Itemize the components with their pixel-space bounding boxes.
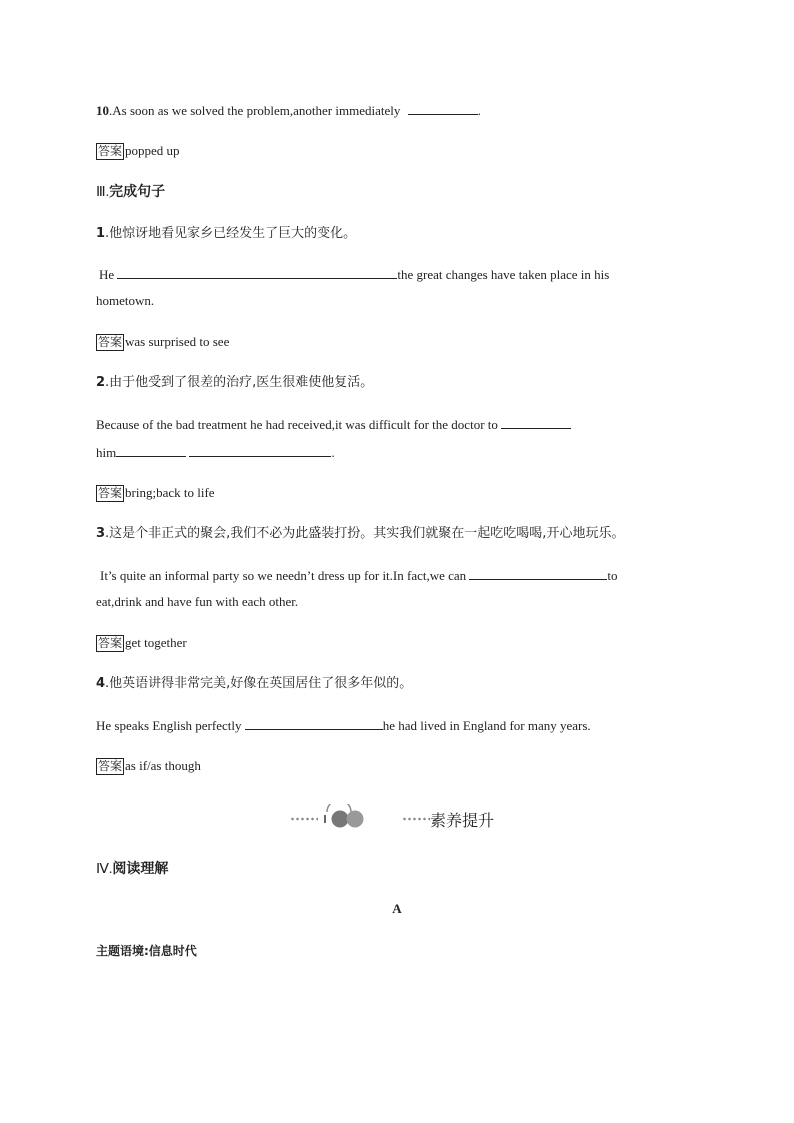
item-number: 2 [96, 375, 106, 390]
item-number: 3 [96, 526, 106, 541]
answer-text: popped up [125, 143, 180, 158]
item-english-start: him [96, 445, 117, 460]
item-3-english-line2: eat,drink and have fun with each other. [96, 594, 299, 609]
item-1-english-line2: hometown. [96, 293, 155, 308]
answer-q10 [96, 142, 180, 160]
section-3-heading [96, 183, 165, 202]
question-end: . [477, 103, 481, 118]
answer-item-1 [96, 333, 229, 351]
item-3-english [100, 566, 618, 585]
answer-text: was surprised to see [125, 334, 230, 349]
passage-theme: 主题语境:信息时代 [96, 944, 197, 958]
answer-blank [408, 101, 478, 115]
answer-tag: 答案 [98, 335, 123, 349]
section-roman: Ⅳ. [96, 862, 113, 877]
answer-blank [469, 566, 607, 580]
dots-right-decoration [402, 817, 430, 821]
item-chinese-text: .这是个非正式的聚会,我们不必为此盛装打扮。其实我们就聚在一起吃吃喝喝,开心地玩乐。 [105, 526, 625, 541]
item-4-english [96, 716, 591, 735]
item-1-english [99, 265, 609, 284]
item-2-english [96, 415, 571, 434]
answer-text: as if/as though [125, 758, 201, 773]
answer-blank [117, 265, 397, 279]
item-english-start: He [99, 267, 115, 282]
item-number: 1 [96, 226, 106, 241]
passage-letter: A [392, 901, 402, 916]
question-10 [96, 101, 481, 120]
item-english-line1-end: to [607, 568, 618, 583]
item-chinese-text: .由于他受到了很差的治疗,医生很难使他复活。 [105, 375, 374, 390]
answer-blank [189, 443, 331, 457]
section-roman: Ⅲ. [96, 185, 110, 200]
item-english-rest: the great changes have taken place in his [397, 267, 610, 282]
divider-label: 素养提升 [430, 811, 495, 830]
circles-icon [321, 804, 369, 834]
answer-blank [116, 443, 186, 457]
answer-text: bring;back to life [125, 485, 215, 500]
answer-blank [501, 415, 571, 429]
question-text: .As soon as we solved the problem,another immediately [109, 103, 401, 118]
answer-item-4 [96, 757, 201, 775]
answer-tag: 答案 [98, 486, 123, 500]
item-english-line1: Because of the bad treatment he had received,it was difficult for the doctor to [96, 417, 498, 432]
section-divider [0, 804, 794, 834]
answer-item-2 [96, 484, 215, 502]
item-chinese-text: .他英语讲得非常完美,好像在英国居住了很多年似的。 [105, 676, 413, 691]
section-title: 完成句子 [109, 184, 166, 200]
question-number: 10 [96, 103, 109, 118]
item-1-chinese [96, 225, 356, 243]
answer-item-3 [96, 634, 187, 652]
answer-blank [245, 716, 383, 730]
dots-left-decoration [290, 817, 318, 821]
answer-tag: 答案 [98, 759, 123, 773]
item-english-rest: he had lived in England for many years. [382, 718, 591, 733]
item-2-english-line2 [96, 443, 335, 462]
item-3-chinese [96, 525, 624, 543]
answer-tag: 答案 [98, 636, 123, 650]
item-4-chinese [96, 675, 412, 693]
item-2-chinese [96, 374, 373, 392]
item-english-start: He speaks English perfectly [96, 718, 242, 733]
section-4-heading [96, 860, 168, 879]
item-number: 4 [96, 676, 106, 691]
section-title: 阅读理解 [112, 861, 169, 877]
answer-text: get together [125, 635, 187, 650]
item-english-end: . [331, 445, 335, 460]
item-english-line1: It’s quite an informal party so we needn’t dress up for it.In fact,we can [100, 568, 467, 583]
item-chinese-text: .他惊讶地看见家乡已经发生了巨大的变化。 [105, 226, 357, 241]
answer-tag: 答案 [98, 144, 123, 158]
